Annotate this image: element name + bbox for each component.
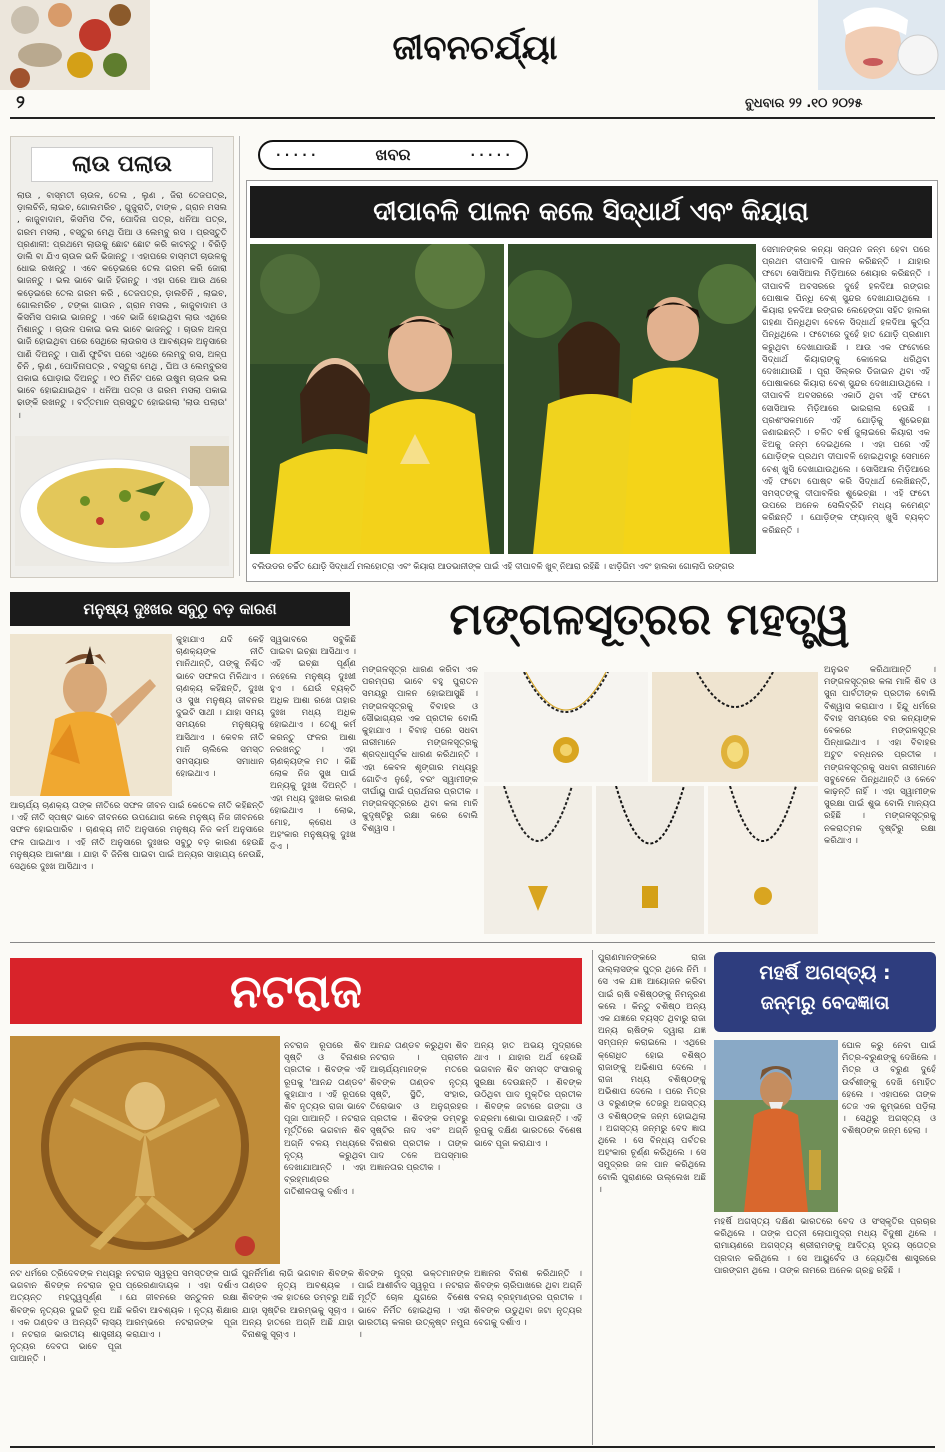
lau-palau-photo [15,436,229,566]
mangalsutra-photo-1 [484,672,648,782]
khabar-caption: ବଲିଉଡର ଚର୍ଚ୍ଚିତ ଯୋଡ଼ି ସିଦ୍ଧାର୍ଥ ମଲହୋତ୍ରା ଏବଂ କିୟାରା ଆଡଭାନୀଙ୍କ ପାଇଁ ଏହି ଦୀପାବଳି ଖୁବ୍ ନିଆରା ରହିଛି । ଝାଡ଼ିଗିମ ଏବଂ ହାଲକା ଗୋଲାପି ରଙ୍ଗର [252,561,735,571]
manushya-title: ମନୁଷ୍ୟ ଦୁଃଖର ସବୁଠୁ ବଡ଼ କାରଣ [10,592,350,626]
nataraj-bottom3: ପୁନର୍ନିର୍ମାଣ ଲାଗି ଭଗବାନ ଶିବଙ୍କ ତାଣ୍ଡବ ନୃତ୍ୟ ଆବଶ୍ୟକ । ଶିବଙ୍କ ଏକ ହାତରେ ଡମ୍ବରୁ ଅଛି ଯାହା ସୃଷ୍ଟିର ଆରମ୍ଭକୁ ସୂଚାଏ । ଅନ୍ୟ ହାତରେ ଅଗ୍ନି ଅଛି ଯାହା ବିନାଶକୁ ସୂଚାଏ । [242,1269,354,1341]
agastya-divider [592,950,593,1445]
lau-palau-body: ଲାଉ , ବାସ୍ମତୀ ଚାଉଳ, ତେଲ , ଲୁଣ , ଜିରା ତେଜପତ୍ର, ଡ଼ାଲଚିନି, ଲାଇଚ, ଗୋଲମରିଚ , ଗୁଜୁରାତି, ଟାଙ୍କ , ଗ୍ରାନ ମସଲ , କାଜୁବାଦାମ, କିସମିସ ତିଳ, ପୋଦିନା ପତ୍ର, ଧନିଆ ପତ୍ର, ଗରମ ମସଲା , ବସ୍ତୁର ମେଥି ପିଆ ଓ ଲେମ୍ବୁ ରସ । ପ୍ରସ୍ତୁତି ପ୍ରଣାଳୀ: ପ୍ରଥମେ ଲାଉକୁ ଛୋଟ ଛୋଟ କରି କାଟନ୍ତୁ । ବିରିଡ଼ି ଡାଲି ବା ଯିଏ ଚାଉଳ ଭଳି ଭିଜାନ୍ତୁ । ଏହାପରେ ବାସ୍ମତୀ ଚାଉଳକୁ ଧୋଇ ରଖନ୍ତୁ । ଏବେ କଡ଼େଇରେ ତେଲ ଗରମ କରି ଜୋରା ଭାଜନ୍ତୁ । ଭଲ ଭାବେ ଭାଜି ହିଗନ୍ତୁ । ଏହା ପରେ ଆଉ ଥରେ କଡ଼େଇରେ ତେଲ ଗରମ କରି , ତେଜପତ୍ର, ଡ଼ାଲଚିନି , ଲାଇଚ, ଗୋଲମରିଚ , ଟଙ୍କା ଗାଉନ , ଗ୍ରାନ ମସଲ , କାଜୁବାଦାମ ଓ କିସମିସ ପକାଇ ଭାଜନ୍ତୁ । ଏବେ ଭାଜି ହୋଇଥିବା ଲାଉ ଏଥିରେ ମିଶାନ୍ତୁ । ଚାଉଳ ପକାଇ ଭଲ ଭାବେ ଭାଜନ୍ତୁ । ଚାଉଳ ଅଳ୍ପ ଭାଜି ହୋଇଥିବା ପରେ ସେଥିରେ ଲାଉରସ ଓ ଆବଶ୍ୟକ ଅନୁସାରେ ପାଣି ଦିଅନ୍ତୁ । ପାଣି ଫୁଟିବା ପରେ ଏଥିରେ ଲେମ୍ବୁ ରସ, ଅଳ୍ପ ଚିନି , ଲୁଣ , ପୋଦିନାପତ୍ର , ବସ୍ତୁରା ମେଥି , ଘିଅ ଓ ଲେମ୍ବୁରସ ପକାଇ ଘୋଡ଼ାଇ ଦିଅନ୍ତୁ । ୧୦ ମିନିଟ ପରେ ଉଷୁମ ଚାଉଳ ଭଲ ଭାବେ ହୋଇଯାଇଥିବ । ଧନିଆ ପତ୍ର ଓ ଗରମ ମସଲା ପକାଇ ଢାଙ୍କି ରଖନ୍ତୁ । ବର୍ତ୍ତମାନ ପ୍ରସ୍ତୁତ ହୋଇଗଲା 'ଲାଉ ପଲାଉ' । [17,191,227,421]
chanakya-photo [10,634,172,796]
sidharth-kiara-photo-2 [508,244,756,554]
mangalsutra-col4: ଅନୁଭବ କରିଥାଆନ୍ତି । ମଙ୍ଗଳସୂତ୍ରର କଳା ମାଳି ଶିବ ଓ ସୁନା ପାର୍ବତୀଙ୍କ ପ୍ରତୀକ ବୋଲି ବିଶ୍ୱାସ କରାଯାଏ । ହିନ୍ଦୁ ଧର୍ମରେ ବିବାହ ସମୟରେ ବର କନ୍ୟାଙ୍କ ବେକରେ ମଙ୍ଗଳସୂତ୍ର ପିନ୍ଧାଇଥାଏ । ଏହା ବିବାହର ଅଟୁଟ ବନ୍ଧନର ପ୍ରତୀକ । ମଙ୍ଗଳସୂତ୍ରକୁ ସଧବା ନାରୀମାନେ ସବୁବେଳେ ପିନ୍ଧିଥାନ୍ତି ଓ କେବେ କାଢ଼ନ୍ତି ନାହିଁ । ଏହା ସ୍ୱାମୀଙ୍କ ସୁରକ୍ଷା ପାଇଁ ଶୁଭ ବୋଲି ମାନ୍ୟତା ରହିଛି । ମଙ୍ଗଳସୂତ୍ରକୁ ନକରାତ୍ମକ ଦୃଷ୍ଟିରୁ ରକ୍ଷା କରିଥାଏ । [824,665,936,846]
nataraj-col2: ଆନନ୍ଦ ତାଣ୍ଡବ କରୁଥିବା ଶିବ ନଟରାଜ । ପ୍ରାଚୀନ ଆଚାର୍ଯ୍ୟମାନଙ୍କ ମତରେ ଶିବଙ୍କ ତାଣ୍ଡବ ନୃତ୍ୟ ସୃଷ୍ଟି, ସ୍ଥିତି, ସଂହାର, ତିରୋଭାବ ଓ ଅନୁଗ୍ରହର ପ୍ରତୀକ । ଶିବଙ୍କ ଡମ୍ବରୁ ସୃଷ୍ଟିର ନାଦ ଏବଂ ଅଗ୍ନି ବିନାଶର ପ୍ରତୀକ । ତାଙ୍କ ପାଦ ତଳେ ଅପସ୍ମାର ଅଜ୍ଞାନତାର ପ୍ରତୀକ । [370,1041,468,1174]
mangalsutra-bottom-rule [10,942,935,943]
nataraj-bottom2: ନଟରାଜ ସ୍ୱରୂପ ସମସ୍ତଙ୍କ ପାଇଁ ପ୍ରେରଣାଦାୟକ । ଏହା ଦର୍ଶାଏ ଯେ ଜୀବନରେ ସନ୍ତୁଳନ ରକ୍ଷା କରିବା ଆବଶ୍ୟକ । ନୃତ୍ୟ ଶିକ୍ଷାର ଆରମ୍ଭରେ ନଟରାଜଙ୍କ ପୂଜା କରାଯାଏ । [126,1269,238,1341]
agastya-col-right-top: ଘୋଳ କରୁ ନେବା ପାଇଁ ମିତ୍ର-ବରୁଣଙ୍କୁ ଦେଖିଲେ । ମିତ୍ର ଓ ବରୁଣ ଦୁହେଁ ଉର୍ବଶୀଙ୍କୁ ଦେଖି ମୋହିତ ହେଲେ । ଏହାପରେ ତାଙ୍କ ତେଜ ଏକ କୁମ୍ଭରେ ପଡ଼ିଲା । ସେଥିରୁ ଅଗସ୍ତ୍ୟ ଓ ବଶିଷ୍ଠଙ୍କ ଜନ୍ମ ହେଲା । [842,1041,936,1137]
page-bottom-rule [10,1446,935,1448]
khabar-label-pill [258,140,528,170]
mangalsutra-photo-2 [652,672,818,782]
agastya-title-box [714,952,936,1032]
mangalsutra-col1: ମଙ୍ଗଳସୂତ୍ର ଧାରଣ କରିବା ଏକ ପରମ୍ପରା ଭାବେ ବହୁ ପୁରାତନ ସମୟରୁ ପାଳନ ହୋଇଆସୁଛି । ମଙ୍ଗଳସୂତ୍ରକୁ ବିବାହର ଓ ସୌଭାଗ୍ୟର ଏକ ପ୍ରତୀକ ବୋଲି କୁହାଯାଏ । ବିବାହ ପରେ ସଧବା ନାରୀମାନେ ମଙ୍ଗଳସୂତ୍ରକୁ ଶ୍ରଦ୍ଧାପୂର୍ବକ ଧାରଣ କରିଥାନ୍ତି । ଏହା କେବଳ ଶୃଙ୍ଗାର ମଧ୍ୟରୁ ଗୋଟିଏ ନୁହେଁ, ବରଂ ସ୍ୱାମୀଙ୍କ ଦୀର୍ଘାୟୁ ପାଇଁ ପ୍ରାର୍ଥନାର ପ୍ରତୀକ । ମଙ୍ଗଳସୂତ୍ରରେ ଥିବା କଳା ମାଳି କୁଦୃଷ୍ଟିରୁ ରକ୍ଷା କରେ ବୋଲି ବିଶ୍ୱାସ । [362,665,478,834]
nataraj-bottom5: ଅଜ୍ଞାନର ବିନାଶ କରିଥାନ୍ତି । ଶିବଙ୍କ ଚାରିପାଖରେ ଥିବା ଅଗ୍ନି ବଳୟ ବ୍ରହ୍ମାଣ୍ଡର ପ୍ରତୀକ । ଶିବଙ୍କ ଉଡୁଥିବା ଜଟା ନୃତ୍ୟର ବେଗକୁ ଦର୍ଶାଏ । [474,1269,582,1328]
nataraj-photo [10,1036,280,1264]
manushya-intro: କୁହାଯାଏ ଯଦି କେହି ଚାଣକ୍ୟଙ୍କ ନୀତି ମାନିଥାନ୍ତି, ତାଙ୍କୁ ନିଶ୍ଚିତ ଭାବେ ସଫଳତା ମିଳିଥାଏ । ଚାଣକ୍ୟ କହିଛନ୍ତି, ଦୁଃଖ ଓ ସୁଖ ମନୁଷ୍ୟ ଜୀବନର ଦୁଇଟି ସାଥୀ । ଯାହା ସମୟ ସମୟରେ ମନୁଷ୍ୟକୁ ଆସିଥାଏ । କେବଳ ନୀତି ମାନି ଚାଲିଲେ ସମସ୍ତ ସମସ୍ୟାର ସମାଧାନ ହୋଇଥାଏ । [176,635,264,780]
masthead-right-model-photo [818,0,945,90]
masthead-rule [10,117,935,119]
lau-palau-box [10,136,234,578]
khabar-dots-right: · · · · · [470,148,510,162]
nataraj-bottom1: ନଟ ଧର୍ମରେ ତ୍ରିଦେବଙ୍କ ମଧ୍ୟରୁ ଭଗବାନ ଶିବଙ୍କ ନଟରାଜ ରୂପ ଅତ୍ୟନ୍ତ ମହତ୍ତ୍ୱପୂର୍ଣ୍ଣ । ଶିବଙ୍କ ନୃତ୍ୟର ଦୁଇଟି ରୂପ ଅଛି । ଏକ ତାଣ୍ଡବ ଓ ଅନ୍ୟଟି ଲାସ୍ୟ । ନଟରାଜ ଭାରତୀୟ ଶାସ୍ତ୍ରୀୟ ନୃତ୍ୟର ଦେବତା ଭାବେ ପୂଜା ପାଆନ୍ତି । [10,1269,122,1365]
mangalsutra-photo-3 [484,786,592,934]
mangalsutra-title: ମଙ୍ଗଳସୂତ୍ରର ମହତ୍ତ୍ୱ [449,594,850,645]
section-title: ଜୀବନଚର୍ଯ୍ୟା [392,28,558,68]
masthead-left-spices-photo [0,0,150,90]
manushya-body-right: ସ୍ୱଭାବରେ ସବୁକିଛି ପାଇବା ଇଚ୍ଛା ଆସିଥାଏ । ଏହି ଇଚ୍ଛା ପୂର୍ଣ୍ଣ ନହେଲେ ମନୁଷ୍ୟ ଦୁଃଖୀ ହୁଏ । ଯେଉଁ ବ୍ୟକ୍ତି ଅଧିକ ଆଶା ରଖେ ତାହାର ଦୁଃଖ ମଧ୍ୟ ଅଧିକ ହୋଇଥାଏ । ତେଣୁ କର୍ମ କରନ୍ତୁ ଫଳର ଆଶା ନରଖନ୍ତୁ । ଏହା ଚାଣକ୍ୟଙ୍କ ମତ । କିଛି ଲୋକ ନିଜ ସୁଖ ପାଇଁ ଅନ୍ୟକୁ ଦୁଃଖ ଦିଅନ୍ତି । ଏହା ମଧ୍ୟ ଦୁଃଖର କାରଣ ହୋଇଥାଏ । ଲୋଭ, ମୋହ, କ୍ରୋଧ ଓ ଅହଂକାର ମନୁଷ୍ୟକୁ ଦୁଃଖ ଦିଏ । [270,635,356,853]
agastya-photo [714,1040,838,1212]
lau-palau-title: ଲାଉ ପଲାଉ [31,147,213,182]
vertical-divider [239,136,240,576]
khabar-dots-left: · · · · · [276,148,316,162]
agastya-title-line1: ମହର୍ଷି ଅଗସ୍ତ୍ୟ : [759,962,891,984]
khabar-body: ସେମାନଙ୍କର କନ୍ୟା ସନ୍ତାନ ଜନ୍ମ ହେବା ପରେ ପ୍ରଥମ ଦୀପାବଳି ପାଳନ କରିଛନ୍ତି । ଯାହାର ଫଟୋ ସୋସିଆଲ ମିଡ଼ିଆରେ ଶେୟାର କରିଛନ୍ତି । ଦୀପାବଳି ଅବସରରେ ଦୁହେଁ ହଳଦିଆ ରଙ୍ଗର ପୋଷାକ ପିନ୍ଧି ବେଶ୍ ସୁନ୍ଦର ଦେଖାଯାଉଥିଲେ । କିୟାରା ହଳଦିଆ ରଙ୍ଗର ଲେହେଙ୍ଗା ସହିତ ହାଲକା ଗହଣା ପିନ୍ଧିଥିବା ବେଳେ ସିଦ୍ଧାର୍ଥ ହଳଦିଆ କୁର୍ତ୍ତା ପିନ୍ଧିଥିଲେ । ଫଟୋରେ ଦୁହେଁ ହାତ ଯୋଡ଼ି ପ୍ରଣାମ କରୁଥିବା ଦେଖାଯାଉଛି । ଆଉ ଏକ ଫଟୋରେ ସିଦ୍ଧାର୍ଥ କିୟାରାଙ୍କୁ କୋଳେଇ ଧରିଥିବା ଦେଖାଯାଉଛି । ପୂରା ସିଲ୍କର ଡିଜାଇନ ଥିବା ଏହି ପୋଷାକରେ କିୟାରା ବେଶ୍ ସୁନ୍ଦର ଦେଖାଯାଉଥିଲେ । ଦୀପାବଳି ଅବସରରେ ଏକାଠି ଥିବା ଏହି ଫଟୋ ସୋସିଆଲ ମିଡ଼ିଆରେ ଭାଇରାଲ ହେଉଛି । ପ୍ରଶଂସକମାନେ ଏହି ଯୋଡ଼ିକୁ ଶୁଭେଚ୍ଛା ଜଣାଇଛନ୍ତି । ଚଳିତ ବର୍ଷ ଜୁଲାଇରେ କିୟାରା ଏକ ଝିଅକୁ ଜନ୍ମ ଦେଇଥିଲେ । ଏହା ପରେ ଏହି ଯୋଡ଼ିଙ୍କ ପ୍ରଥମ ଦୀପାବଳି ହୋଇଥିବାରୁ ସେମାନେ ବେଶ୍ ଖୁସି ଦେଖାଯାଉଥିଲେ । ସୋସିଆଲ ମିଡ଼ିଆରେ ଏହି ଫଟୋ ପୋଷ୍ଟ କରି ସିଦ୍ଧାର୍ଥ ଲେଖିଛନ୍ତି, ସମସ୍ତଙ୍କୁ ଦୀପାବଳିର ଶୁଭେଚ୍ଛା । ଏହି ଫଟୋ ଉପରେ ଅନେକ ସେଲିବ୍ରିଟି ମଧ୍ୟ କମେଣ୍ଟ କରିଛନ୍ତି । ଯୋଡ଼ିଙ୍କ ଫ୍ୟାନ୍ସ୍ ଖୁସି ବ୍ୟକ୍ତ କରିଛନ୍ତି । [762,245,930,536]
khabar-headline: ଦୀପାବଳି ପାଳନ କଲେ ସିଦ୍ଧାର୍ଥ ଏବଂ କିୟାରା [250,186,932,238]
agastya-title-line2: ଜନ୍ମରୁ ବେଦଜ୍ଞାତା [760,992,890,1014]
nataraj-col3: ଅନ୍ୟ ହାତ ଅଭୟ ମୁଦ୍ରାରେ ଥାଏ । ଯାହାର ଅର୍ଥ ହେଉଛି ଭଗବାନ ଶିବ ସମସ୍ତ ସଂସାରକୁ ସୁରକ୍ଷା ଦେଉଛନ୍ତି । ଶିବଙ୍କ ଉଠିଥିବା ପାଦ ମୁକ୍ତିର ପ୍ରତୀକ । ଶିବଙ୍କ ଜଟାରେ ଗଙ୍ଗା ଓ ଚନ୍ଦ୍ରମା ଶୋଭା ପାଉଛନ୍ତି । ଏହି ରୂପକୁ ଦକ୍ଷିଣ ଭାରତରେ ବିଶେଷ ଭାବେ ପୂଜା କରାଯାଏ । [474,1041,582,1149]
page-number: ୨ [16,92,25,113]
date-line: ବୁଧବାର ୨୨ .୧୦ ୨୦୨୫ [745,96,863,111]
agastya-col-left: ପୁରାଣମାନଙ୍କରେ ରାଜା ଉଲ୍ଲାସଙ୍କ ପୁତ୍ର ଥିଲେ ନିମି । ସେ ଏକ ଯଜ୍ଞ ଆୟୋଜନ କରିବା ପାଇଁ ଋଷି ବଶିଷ୍ଠଙ୍କୁ ନିମନ୍ତ୍ରଣ କଲେ । କିନ୍ତୁ ବଶିଷ୍ଠ ଅନ୍ୟ ଏକ ଯଜ୍ଞରେ ବ୍ୟସ୍ତ ଥିବାରୁ ରାଜା ଅନ୍ୟ ଋଷିଙ୍କ ଦ୍ୱାରା ଯଜ୍ଞ ସମ୍ପନ୍ନ କରାଇଲେ । ଏଥିରେ କ୍ରୋଧିତ ହୋଇ ବଶିଷ୍ଠ ରାଜାଙ୍କୁ ଅଭିଶାପ ଦେଲେ । ରାଜା ମଧ୍ୟ ବଶିଷ୍ଠଙ୍କୁ ଅଭିଶାପ ଦେଲେ । ପରେ ମିତ୍ର ଓ ବରୁଣଙ୍କ ତେଜରୁ ଅଗସ୍ତ୍ୟ ଓ ବଶିଷ୍ଠଙ୍କ ଜନ୍ମ ହୋଇଥିଲା । ଅଗସ୍ତ୍ୟ ଜନ୍ମରୁ ବେଦ ଜ୍ଞାତା ଥିଲେ । ସେ ବିନ୍ଧ୍ୟ ପର୍ବତର ଅହଂକାର ଚୂର୍ଣ୍ଣ କରିଥିଲେ । ସେ ସମୁଦ୍ରର ଜଳ ପାନ କରିଥିଲେ ବୋଲି ପୁରାଣରେ ଉଲ୍ଲେଖ ଅଛି । [598,953,706,1195]
khabar-label: ଖବର [375,145,411,164]
mangalsutra-photo-4 [596,786,704,934]
agastya-col-right-bottom: ମହର୍ଷି ଅଗସ୍ତ୍ୟ ଦକ୍ଷିଣ ଭାରତରେ ବେଦ ଓ ସଂସ୍କୃତିର ପ୍ରଚାର କରିଥିଲେ । ତାଙ୍କ ପତ୍ନୀ ଲୋପାମୁଦ୍ରା ମଧ୍ୟ ବିଦୁଷୀ ଥିଲେ । ରାମାୟଣରେ ଅଗସ୍ତ୍ୟ ଶ୍ରୀରାମଙ୍କୁ ଆଦିତ୍ୟ ହୃଦୟ ସ୍ତୋତ୍ର ପ୍ରଦାନ କରିଥିଲେ । ସେ ଆୟୁର୍ବେଦ ଓ ଜ୍ୟୋତିଷ ଶାସ୍ତ୍ରରେ ପାରଙ୍ଗମ ଥିଲେ । ତାଙ୍କ ନାମରେ ଅନେକ ଗ୍ରନ୍ଥ ରହିଛି । [714,1217,936,1276]
nataraj-col1: ନଟରାଜ ରୂପରେ ଶିବ ସୃଷ୍ଟି ଓ ବିନାଶର ପ୍ରତୀକ । ଶିବଙ୍କ ଏହି ରୂପକୁ 'ଆନନ୍ଦ ତାଣ୍ଡବ' କୁହାଯାଏ । ଏହି ରୂପରେ ଶିବ ନୃତ୍ୟର ରାଜା ଭାବେ ପୂଜା ପାଆନ୍ତି । ନଟରାଜ ମୂର୍ତ୍ତିରେ ଭଗବାନ ଶିବ ଅଗ୍ନି ବଳୟ ମଧ୍ୟରେ ନୃତ୍ୟ କରୁଥିବା ଦେଖାଯାଆନ୍ତି । ଏହା ବ୍ରହ୍ମାଣ୍ଡର ଗତିଶୀଳତାକୁ ଦର୍ଶାଏ । [284,1041,366,1198]
mangalsutra-photo-5 [708,786,818,934]
nataraj-title: ନଟରାଜ [10,958,582,1024]
sidharth-kiara-photo-1 [250,244,504,554]
nataraj-bottom4: ଶିବଙ୍କ ମୁଦ୍ରା ଭକ୍ତମାନଙ୍କ ପାଇଁ ଆଶୀର୍ବାଦ ସ୍ୱରୂପ । ନଟରାଜ ମୂର୍ତ୍ତି ଚୋଳ ଯୁଗରେ ବିଶେଷ ଭାବେ ନିର୍ମିତ ହୋଇଥିଲା । ଏହା ଭାରତୀୟ କଳାର ଉତ୍କୃଷ୍ଟ ନମୁନା । [358,1269,470,1341]
manushya-body-lower: ଆଚାର୍ଯ୍ୟ ଚାଣକ୍ୟ ତାଙ୍କ ନୀତିରେ ସଫଳ ଜୀବନ ପାଇଁ କେତେକ ନୀତି କହିଛନ୍ତି । ଏହି ନୀତି ସ୍ପଷ୍ଟ ଭାବେ ଜୀବନରେ ଉପଯୋଗ କଲେ ମନୁଷ୍ୟ ନିଜ ଜୀବନରେ ସଫଳ ହୋଇପାରିବ । ଚାଣକ୍ୟ ନୀତି ଅନୁସାରେ ମନୁଷ୍ୟ ନିଜ କର୍ମ ଅନୁସାରେ ଫଳ ପାଇଥାଏ । ଏହି ନୀତି ଅନୁସାରେ ଦୁଃଖର ସବୁଠୁ ବଡ଼ କାରଣ ହେଉଛି ମନୁଷ୍ୟର ଆକାଂକ୍ଷା । ଯାହା ବି ଜିନିଷ ପାଇବା ପାଇଁ ଅନ୍ୟର ସାହାଯ୍ୟ ନେଉଛି, ସେଥିରେ ଦୁଃଖ ଆସିଥାଏ । [10,801,264,873]
